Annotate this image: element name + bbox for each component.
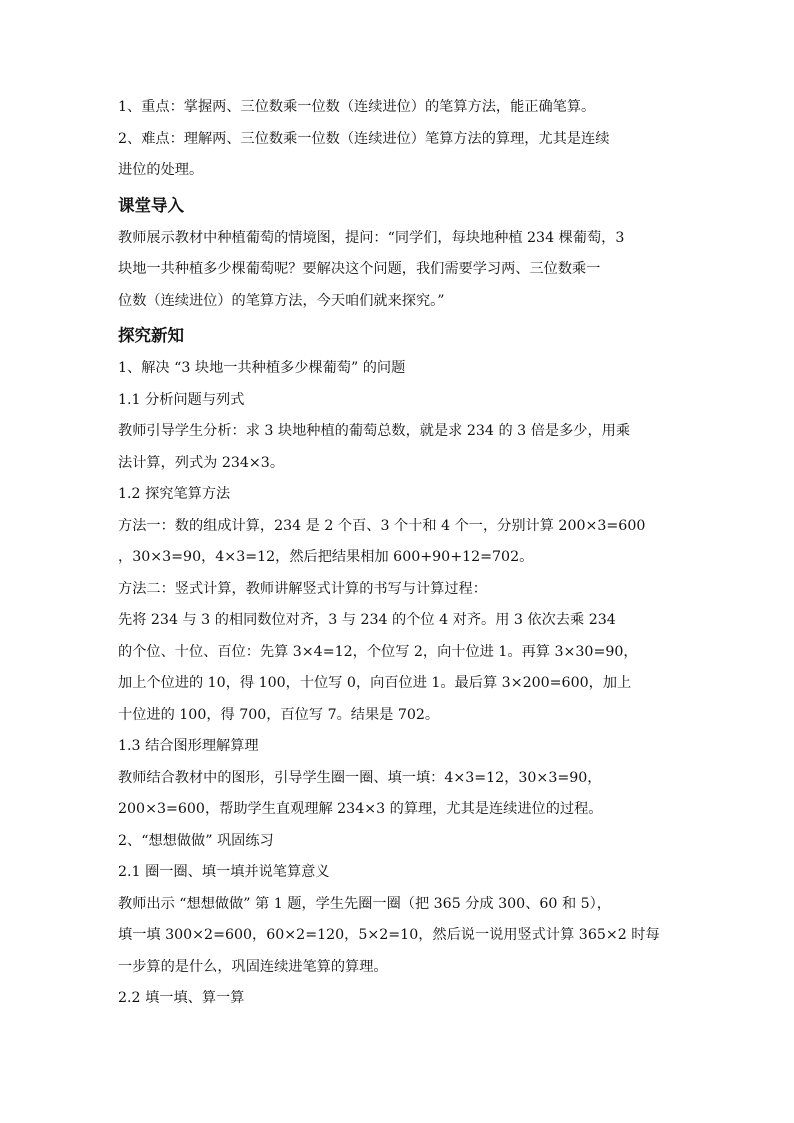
text-line: 方法二：竖式计算，教师讲解竖式计算的书写与计算过程： bbox=[118, 580, 487, 597]
intro-paragraph bbox=[118, 223, 688, 318]
goal-difficulty: 2、难点：理解两、三位数乘一位数（连续进位）笔算方法的算理，尤其是连续 bbox=[118, 130, 610, 147]
section-heading-intro: 课堂导入 bbox=[118, 195, 184, 215]
text-line: 填一填 300×2=600，60×2=120，5×2=10，然后说一说用竖式计算 365×2 时每 bbox=[118, 927, 660, 943]
teaching-goals bbox=[118, 92, 688, 187]
text-line: 教师展示教材中种植葡萄的情境图，提问：“同学们，每块地种植 234 棵葡萄，3 bbox=[118, 229, 625, 246]
document-page bbox=[118, 92, 688, 1015]
text-line: 十位进的 100，得 700，百位写 7。结果是 702。 bbox=[118, 706, 440, 723]
text-line: 位数（连续进位）的笔算方法，今天咱们就来探究。” bbox=[118, 292, 445, 309]
text-line: 的个位、十位、百位：先算 3×4=12，个位写 2，向十位进 1。再算 3×30=90， bbox=[118, 643, 638, 660]
text-line: 一步算的是什么，巩固连续进笔算的算理。 bbox=[118, 958, 388, 975]
section-heading-explore: 探究新知 bbox=[118, 326, 184, 345]
subheading: 1.2 探究笔算方法 bbox=[118, 486, 231, 502]
text-line: 方法一：数的组成计算，234 是 2 个百、3 个十和 4 个一，分别计算 200×3=600 bbox=[118, 517, 646, 534]
text-line: 教师引导学生分析：求 3 块地种植的葡萄总数，就是求 234 的 3 倍是多少，用乘 bbox=[118, 423, 631, 439]
text-line: 块地一共种植多少棵葡萄呢？要解决这个问题，我们需要学习两、三位数乘一 bbox=[118, 261, 601, 277]
text-line: 教师结合教材中的图形，引导学生圈一圈、填一填：4×3=12，30×3=90， bbox=[118, 769, 602, 786]
explore-body bbox=[118, 353, 688, 1015]
subheading: 2.2 填一填、算一算 bbox=[118, 990, 245, 1006]
text-line: 教师出示 “想想做做” 第 1 题，学生先圈一圈（把 365 分成 300、60 和 5）， bbox=[118, 895, 611, 912]
goal-difficulty-cont: 进位的处理。 bbox=[118, 162, 204, 178]
text-line: 先将 234 与 3 的相同数位对齐，3 与 234 的个位 4 对齐。用 3 依次去乘 234 bbox=[118, 612, 616, 628]
subheading: 1、解决 “3 块地一共种植多少棵葡萄” 的问题 bbox=[118, 360, 406, 376]
text-line: 法计算，列式为 234×3。 bbox=[118, 454, 285, 471]
text-line: 加上个位进的 10，得 100，十位写 0，向百位进 1。最后算 3×200=600，加上 bbox=[118, 675, 632, 691]
subheading: 1.1 分析问题与列式 bbox=[118, 391, 245, 408]
goal-key-point: 1、重点：掌握两、三位数乘一位数（连续进位）的笔算方法，能正确笔算。 bbox=[118, 99, 596, 115]
subheading: 1.3 结合图形理解算理 bbox=[118, 738, 259, 754]
subheading: 2.1 圈一圈、填一填并说笔算意义 bbox=[118, 864, 330, 880]
subheading: 2、“想想做做” 巩固练习 bbox=[118, 832, 274, 849]
text-line: ，30×3=90，4×3=12，然后把结果相加 600+90+12=702。 bbox=[118, 549, 534, 565]
text-line: 200×3=600，帮助学生直观理解 234×3 的算理，尤其是连续进位的过程。 bbox=[118, 801, 603, 817]
